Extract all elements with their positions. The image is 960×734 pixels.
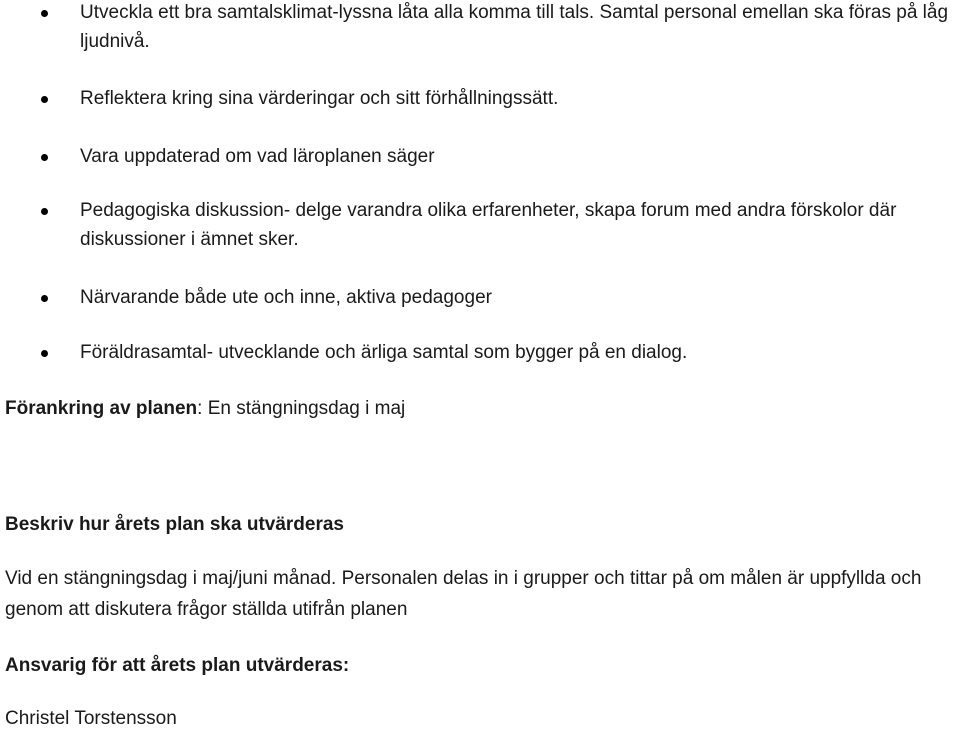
responsible-name: Christel Torstensson	[5, 708, 177, 729]
bullet-icon	[41, 96, 48, 103]
anchoring-label: Förankring av planen	[5, 398, 198, 419]
anchoring-value: : En stängningsdag i maj	[197, 398, 406, 419]
bullet-text: Reflektera kring sina värderingar och sitt förhållningssätt.	[80, 88, 559, 109]
bullet-text: Utveckla ett bra samtalsklimat-lyssna låta alla komma till tals. Samtal personal emellan ska föras på låg ljudnivå.	[80, 2, 949, 52]
bullet-icon	[41, 350, 48, 357]
bullet-icon	[41, 154, 48, 161]
bullet-text: Närvarande både ute och inne, aktiva pedagoger	[80, 287, 492, 308]
bullet-text: Föräldrasamtal- utvecklande och ärliga samtal som bygger på en dialog.	[80, 342, 688, 363]
bullet-icon	[41, 295, 48, 302]
bullet-icon	[41, 208, 48, 215]
bullet-text: Vara uppdaterad om vad läroplanen säger	[80, 146, 435, 167]
bullet-text: Pedagogiska diskussion- delge varandra olika erfarenheter, skapa forum med andra förskolor där diskussioner i ämnet sker.	[80, 200, 897, 250]
responsible-heading: Ansvarig för att årets plan utvärderas:	[5, 655, 350, 676]
evaluation-body: Vid en stängningsdag i maj/juni månad. Personalen delas in i grupper och tittar på om målen är uppfyllda och genom att diskutera frågor ställda utifrån planen	[5, 568, 922, 620]
evaluation-heading: Beskriv hur årets plan ska utvärderas	[5, 514, 345, 535]
bullet-icon	[41, 10, 48, 17]
anchoring-line	[5, 393, 955, 424]
